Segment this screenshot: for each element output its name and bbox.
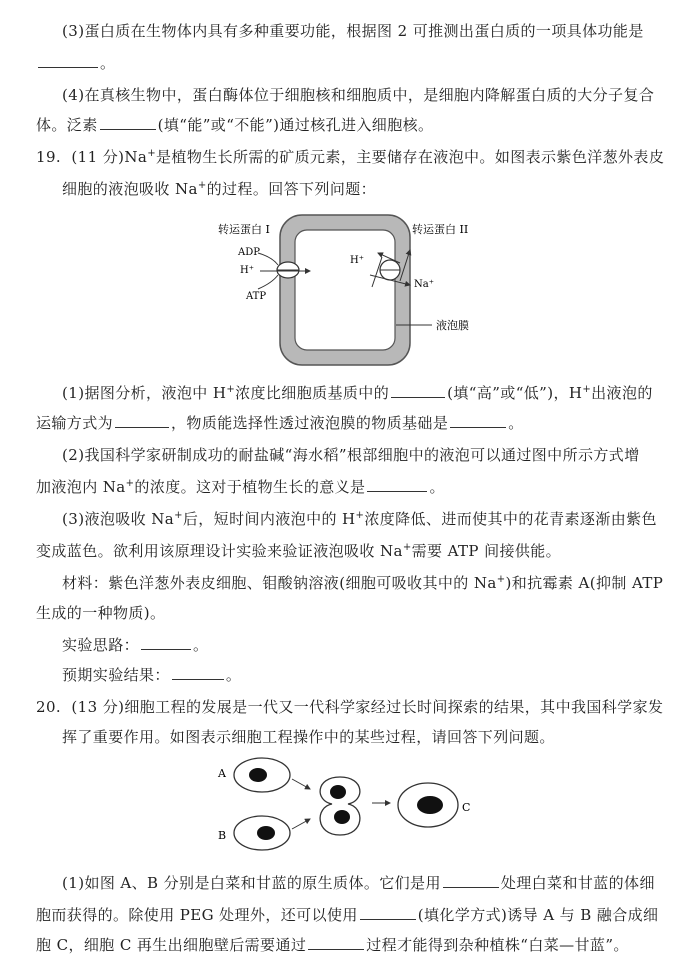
- atp-label: ATP: [246, 291, 267, 302]
- q19-experiment-idea: 实验思路： 。: [62, 636, 209, 654]
- q20-intro-line2: 挥了重要作用。如图表示细胞工程操作中的某些过程，请回答下列问题。: [62, 728, 555, 746]
- answer-blank[interactable]: [391, 383, 445, 398]
- answer-blank[interactable]: [172, 665, 224, 680]
- transporter-1-label: 转运蛋白 I: [218, 223, 270, 236]
- membrane-label: 液泡膜: [436, 319, 469, 332]
- q20-s1-line2: 胞而获得的。除使用 PEG 处理外，还可以使用 (填化学方式)诱导 A 与 B 融合成细: [36, 906, 659, 924]
- answer-blank[interactable]: [141, 635, 191, 650]
- transporter-2-label: 转运蛋白 II: [412, 223, 469, 236]
- answer-blank[interactable]: [100, 115, 156, 130]
- label-b: B: [218, 829, 227, 842]
- label-c: C: [462, 801, 471, 814]
- q19-materials-line1: 材料：紫色洋葱外表皮细胞、钼酸钠溶液(细胞可吸收其中的 Na+)和抗霉素 A(抑制 ATP: [62, 574, 664, 592]
- h-right-label: H⁺: [350, 255, 364, 266]
- vacuole-diagram: [200, 205, 490, 375]
- answer-blank[interactable]: [115, 413, 169, 428]
- q20-s1-line3: 胞 C，细胞 C 再生出细胞壁后需要通过 过程才能得到杂种植株“白菜—甘蓝”。: [36, 936, 629, 954]
- q19-s3-line1: (3)液泡吸收 Na+后，短时间内液泡中的 H+浓度降低、进而使其中的花青素逐渐由紫色: [62, 510, 657, 528]
- q19-materials-line2: 生成的一种物质)。: [36, 604, 166, 622]
- cell-fusion-diagram: [210, 755, 490, 865]
- answer-blank[interactable]: [360, 905, 416, 920]
- q19-s2-line1: (2)我国科学家研制成功的耐盐碱“海水稻”根部细胞中的液泡可以通过图中所示方式增: [62, 446, 640, 464]
- h-left-label: H⁺: [240, 265, 254, 276]
- answer-blank[interactable]: [443, 873, 499, 888]
- answer-blank[interactable]: [367, 477, 427, 492]
- q19-s3-line2: 变成蓝色。欲利用该原理设计实验来验证液泡吸收 Na+需要 ATP 间接供能。: [36, 542, 562, 560]
- q19-intro-line2: 细胞的液泡吸收 Na+的过程。回答下列问题：: [62, 180, 377, 198]
- label-a: A: [218, 767, 226, 780]
- answer-blank[interactable]: [450, 413, 506, 428]
- vacuole-membrane: [295, 230, 395, 350]
- q18-part3-line1: (3)蛋白质在生物体内具有多种重要功能，根据图 2 可推测出蛋白质的一项具体功能是: [62, 22, 644, 40]
- q18-part3-line2: 。: [36, 52, 115, 74]
- na-label: Na⁺: [414, 279, 434, 290]
- answer-blank[interactable]: [308, 935, 364, 950]
- q19-s1-line2: 运输方式为 ，物质能选择性透过液泡膜的物质基础是 。: [36, 414, 524, 432]
- adp-label: ADP: [238, 247, 260, 258]
- q19-s2-line2: 加液泡内 Na+的浓度。这对于植物生长的意义是 。: [36, 478, 445, 496]
- answer-blank[interactable]: [38, 53, 98, 68]
- q18-part4-line2: 体。泛素 (填“能”或“不能”)通过核孔进入细胞核。: [36, 116, 434, 134]
- q19-intro-line1: 19. (11 分)Na+是植物生长所需的矿质元素，主要储存在液泡中。如图表示紫色洋葱外表皮: [36, 148, 665, 166]
- q19-s1-line1: (1)据图分析，液泡中 H+浓度比细胞质基质中的 (填“高”或“低”)，H+出液泡的: [62, 384, 653, 402]
- q19-expected-result: 预期实验结果： 。: [62, 666, 242, 684]
- q18-part4-line1: (4)在真核生物中，蛋白酶体位于细胞核和细胞质中，是细胞内降解蛋白质的大分子复合: [62, 86, 655, 104]
- q20-s1-line1: (1)如图 A、B 分别是白菜和甘蓝的原生质体。它们是用 处理白菜和甘蓝的体细: [62, 874, 655, 892]
- q20-intro-line1: 20. (13 分)细胞工程的发展是一代又一代科学家经过长时间探索的结果，其中我国科学家发: [36, 698, 664, 716]
